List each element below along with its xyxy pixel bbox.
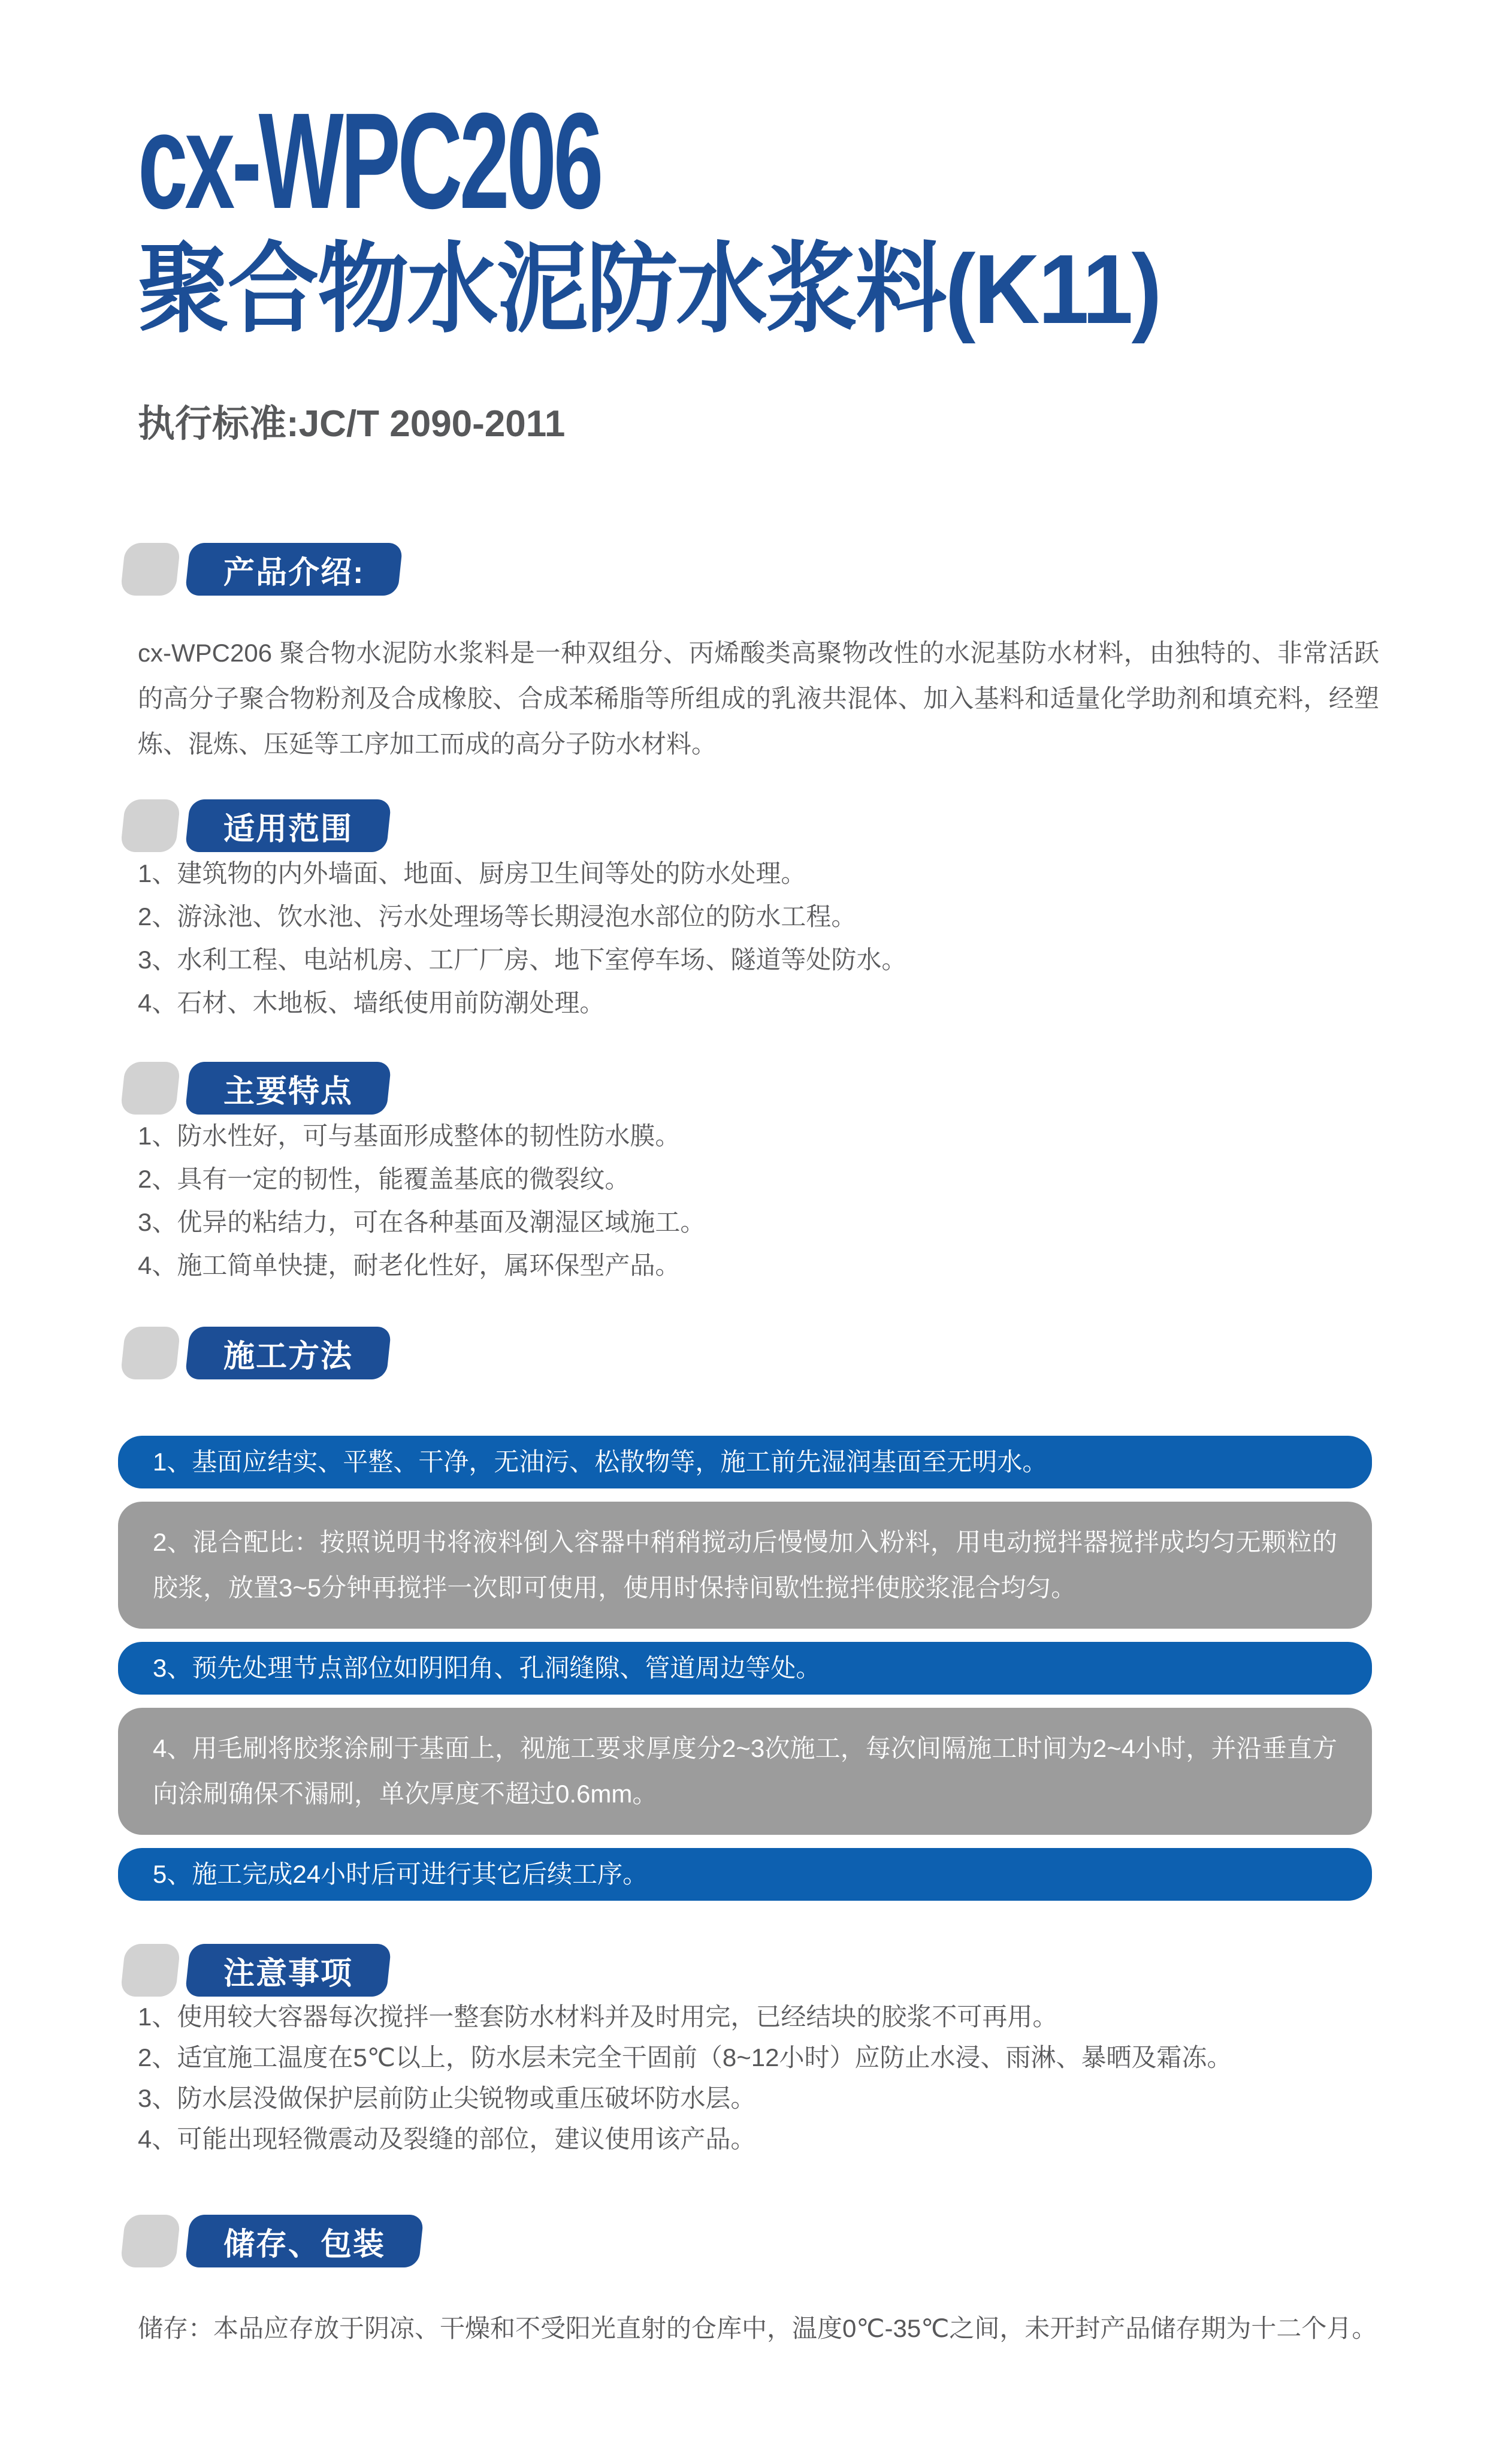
section-tab-shape bbox=[120, 543, 180, 596]
intro-paragraph: cx-WPC206 聚合物水泥防水浆料是一种双组分、丙烯酸类高聚物改性的水泥基防水材料，由独特的、非常活跃的高分子聚合物粉剂及合成橡胶、合成苯稀脂等所组成的乳液共混体、加入基料和适量化学助剂和填充料，经塑炼、混炼、压延等工序加工而成的高分子防水材料。 bbox=[138, 638, 1379, 758]
list-item: 2、具有一定的韧性，能覆盖基底的微裂纹。 bbox=[138, 1164, 630, 1193]
list-item: 1、防水性好，可与基面形成整体的韧性防水膜。 bbox=[138, 1121, 681, 1150]
section-tab-shape bbox=[120, 1062, 180, 1115]
storage-heading-badge bbox=[185, 2215, 424, 2267]
method-steps bbox=[118, 1436, 1372, 1901]
list-item: 1、建筑物的内外墙面、地面、厨房卫生间等处的防水处理。 bbox=[138, 859, 806, 887]
execution-standard-line: 执行标准:JC/T 2090-2011 bbox=[138, 403, 566, 445]
list-item: 3、防水层没做保护层前防止尖锐物或重压破坏防水层。 bbox=[138, 2083, 756, 2112]
notes-heading-badge bbox=[185, 1944, 391, 1997]
section-tab-shape bbox=[120, 799, 180, 852]
section-header-storage bbox=[123, 2215, 1379, 2267]
method-heading-label: 施工方法 bbox=[223, 1339, 353, 1374]
product-name-title: 聚合物水泥防水浆料(K11) bbox=[138, 234, 1160, 344]
intro-heading-badge bbox=[185, 543, 403, 596]
list-item: 3、水利工程、电站机房、工厂厂房、地下室停车场、隧道等处防水。 bbox=[138, 945, 907, 974]
list-item: 2、游泳池、饮水池、污水处理场等长期浸泡水部位的防水工程。 bbox=[138, 902, 857, 931]
list-item: 4、可能出现轻微震动及裂缝的部位，建议使用该产品。 bbox=[138, 2124, 756, 2153]
section-tab-shape bbox=[120, 1327, 180, 1379]
features-heading-badge bbox=[185, 1062, 391, 1115]
scope-heading-badge bbox=[185, 799, 391, 852]
notes-heading-label: 注意事项 bbox=[223, 1956, 353, 1991]
storage-heading-label: 储存、包装 bbox=[223, 2227, 386, 2262]
section-header-intro bbox=[123, 543, 1379, 596]
list-item: 1、使用较大容器每次搅拌一整套防水材料并及时用完，已经结块的胶浆不可再用。 bbox=[138, 2002, 1058, 2031]
scope-list bbox=[138, 852, 1379, 1025]
section-header-notes bbox=[123, 1944, 1379, 1997]
method-step-bar: 1、基面应结实、平整、干净，无油污、松散物等，施工前先湿润基面至无明水。 bbox=[118, 1436, 1372, 1488]
section-header-scope bbox=[123, 799, 1379, 852]
method-step-bar: 5、施工完成24小时后可进行其它后续工序。 bbox=[118, 1848, 1372, 1901]
list-item: 4、石材、木地板、墙纸使用前防潮处理。 bbox=[138, 988, 605, 1017]
features-list bbox=[138, 1115, 1379, 1287]
method-heading-badge bbox=[185, 1327, 391, 1379]
section-header-method bbox=[123, 1327, 1379, 1379]
method-step-bar: 2、混合配比：按照说明书将液料倒入容器中稍稍搅动后慢慢加入粉料，用电动搅拌器搅拌成均匀无颗粒的胶浆，放置3~5分钟再搅拌一次即可使用，使用时保持间歇性搅拌使胶浆混合均匀。 bbox=[118, 1502, 1372, 1629]
section-tab-shape bbox=[120, 2215, 180, 2267]
scope-heading-label: 适用范围 bbox=[223, 811, 353, 847]
notes-list bbox=[138, 1997, 1379, 2160]
features-heading-label: 主要特点 bbox=[223, 1074, 353, 1109]
storage-paragraph: 储存：本品应存放于阴凉、干燥和不受阳光直射的仓库中，温度0℃-35℃之间，未开封产品储存期为十二个月。 bbox=[138, 2314, 1377, 2342]
list-item: 2、适宜施工温度在5℃以上，防水层未完全干固前（8~12小时）应防止水浸、雨淋、暴晒及霜冻。 bbox=[138, 2043, 1232, 2072]
list-item: 4、施工简单快捷，耐老化性好，属环保型产品。 bbox=[138, 1251, 681, 1279]
method-step-bar: 4、用毛刷将胶浆涂刷于基面上，视施工要求厚度分2~3次施工，每次间隔施工时间为2~4小时，并沿垂直方向涂刷确保不漏刷，单次厚度不超过0.6mm。 bbox=[118, 1708, 1372, 1835]
list-item: 3、优异的粘结力，可在各种基面及潮湿区域施工。 bbox=[138, 1207, 706, 1236]
method-step-bar: 3、预先处理节点部位如阴阳角、孔洞缝隙、管道周边等处。 bbox=[118, 1642, 1372, 1695]
product-code-title: cx-WPC206 bbox=[138, 85, 601, 237]
section-header-features bbox=[123, 1062, 1379, 1115]
section-tab-shape bbox=[120, 1944, 180, 1997]
intro-heading-label: 产品介绍: bbox=[223, 555, 365, 590]
